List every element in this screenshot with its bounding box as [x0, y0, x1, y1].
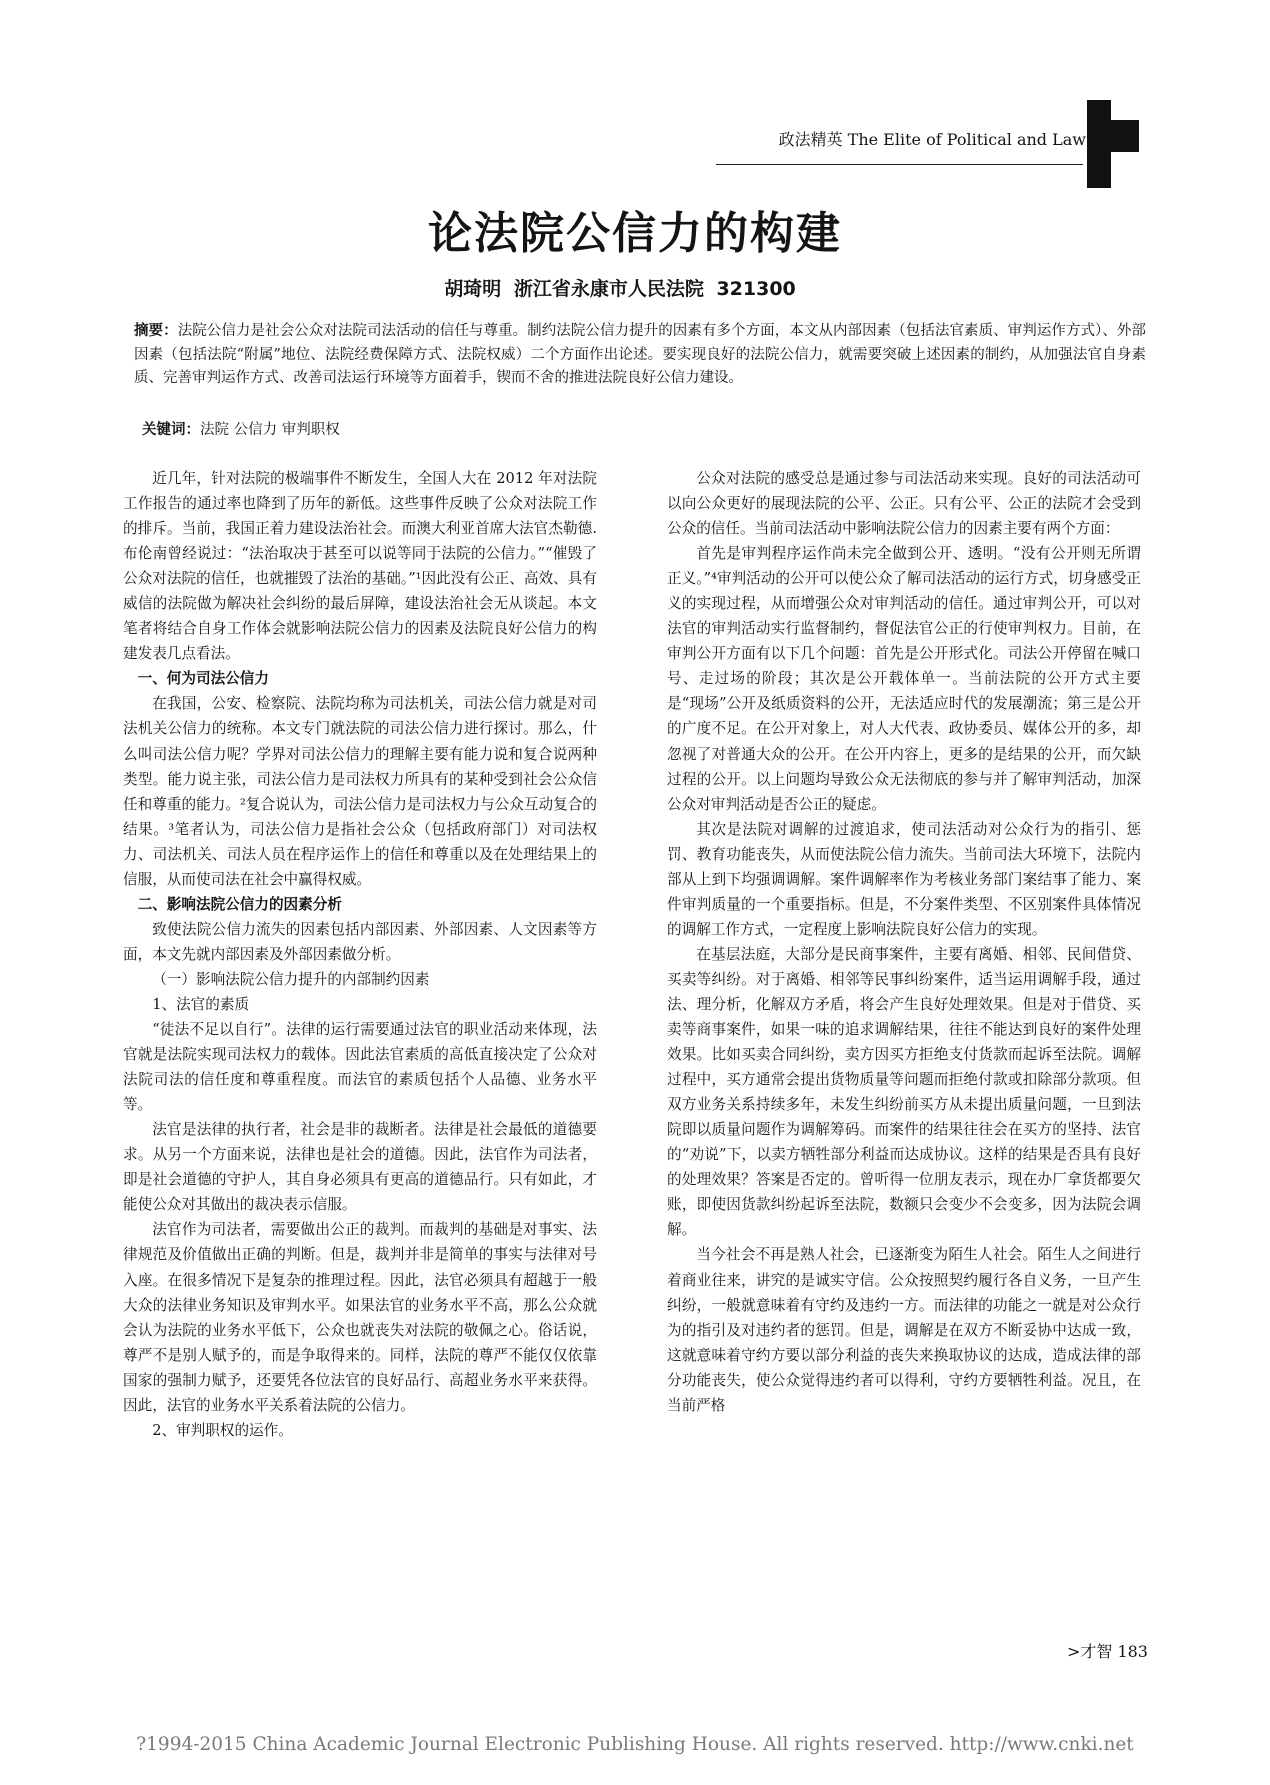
- abstract-label: 摘要：: [134, 323, 178, 339]
- left-column: [123, 466, 597, 1443]
- body-paragraph: 在我国，公安、检察院、法院均称为司法机关，司法公信力就是对司法机关公信力的统称。本文专门就法院的司法公信力进行探讨。那么，什么叫司法公信力呢？学界对司法公信力的理解主要有能力说和复合说两种类型。能力说主张，司法公信力是司法权力所具有的某种受到社会公众信任和尊重的能力。²复合说认为，司法公信力是司法权力与公众互动复合的结果。³笔者认为，司法公信力是指社会公众（包括政府部门）对司法权力、司法机关、司法人员在程序运作上的信任和尊重以及在处理结果上的信服，从而使司法在社会中赢得权威。: [123, 695, 597, 888]
- body-paragraph: 公众对法院的感受总是通过参与司法活动来实现。良好的司法活动可以向公众更好的展现法院的公平、公正。只有公平、公正的法院才会受到公众的信任。当前司法活动中影响法院公信力的因素主要有两个方面：: [667, 470, 1141, 538]
- body-paragraph: 致使法院公信力流失的因素包括内部因素、外部因素、人文因素等方面，本文先就内部因素及外部因素做分析。: [123, 920, 597, 963]
- section-heading: 二、影响法院公信力的因素分析: [137, 895, 342, 913]
- article-title: 论法院公信力的构建: [428, 208, 842, 259]
- body-paragraph: 近几年，针对法院的极端事件不断发生，全国人大在 2012 年对法院工作报告的通过率也降到了历年的新低。这些事件反映了公众对法院工作的排斥。当前，我国正着力建设法治社会。而澳大利亚首席大法官杰勒德.布伦南曾经说过：“法治取决于甚至可以说等同于法院的公信力。”“催毁了公众对法院的信任，也就摧毁了法治的基础。”¹因此没有公正、高效、具有威信的法院做为解决社会纠纷的最后屏障，建设法治社会无从谈起。本文笔者将结合自身工作体会就影响法院公信力的因素及法院良好公信力的构建发表几点看法。: [123, 470, 597, 663]
- body-paragraph: “徒法不足以自行”。法律的运行需要通过法官的职业活动来体现，法官就是法院实现司法权力的载体。因此法官素质的高低直接决定了公众对法院司法的信任度和尊重程度。而法官的素质包括个人品德、业务水平等。: [123, 1021, 597, 1114]
- body-paragraph: 当今社会不再是熟人社会，已逐渐变为陌生人社会。陌生人之间进行着商业往来，讲究的是诚实守信。公众按照契约履行各自义务，一旦产生纠纷，一般就意味着有守约及违约一方。而法律的功能之一就是对公众行为的指引及对违约者的惩罚。但是，调解是在双方不断妥协中达成一致，这就意味着守约方要以部分利益的丧失来换取协议的达成，造成法律的部分功能丧失，使公众觉得违约者可以得利，守约方要牺牲利益。况且，在当前严格: [667, 1246, 1141, 1414]
- section-heading: 一、何为司法公信力: [137, 670, 269, 688]
- keywords: [142, 419, 1042, 443]
- body-paragraph: 首先是审判程序运作尚未完全做到公开、透明。“没有公开则无所谓正义。”⁴审判活动的公开可以使公众了解司法活动的运行方式，切身感受正义的实现过程，从而增强公众对审判活动的信任。通过审判公开，可以对法官的审判活动实行监督制约，督促法官公正的行使审判权力。目前，在审判公开方面有以下几个问题：首先是公开形式化。司法公开停留在喊口号、走过场的阶段；其次是公开载体单一。当前法院的公开方式主要是“现场”公开及纸质资料的公开，无法适应时代的发展潮流；第三是公开的广度不足。在公开对象上，对人大代表、政协委员、媒体公开的多，却忽视了对普通大众的公开。在公开内容上，更多的是结果的公开，而欠缺过程的公开。以上问题均导致公众无法彻底的参与并了解审判活动，加深公众对审判活动是否公正的疑虑。: [667, 545, 1141, 813]
- body-paragraph: 2、审判职权的运作。: [152, 1421, 293, 1439]
- body-paragraph: 法官作为司法者，需要做出公正的裁判。而裁判的基础是对事实、法律规范及价值做出正确的判断。但是，裁判并非是简单的事实与法律对号入座。在很多情况下是复杂的推理过程。因此，法官必须具有超越于一般大众的法律业务知识及审判水平。如果法官的业务水平不高，那么公众就会认为法院的业务水平低下，公众也就丧失对法院的敬佩之心。俗话说，尊严不是别人赋予的，而是争取得来的。同样，法院的尊严不能仅仅依靠国家的强制力赋予，还要凭各位法官的良好品行、高超业务水平来获得。因此，法官的业务水平关系着法院的公信力。: [123, 1221, 597, 1414]
- abstract: [134, 320, 1146, 391]
- page-number: >才智 183: [1066, 1642, 1148, 1661]
- keywords-label: 关键词：: [142, 422, 200, 438]
- header-rule: [716, 164, 1083, 165]
- body-paragraph: 法官是法律的执行者，社会是非的裁断者。法律是社会最低的道德要求。从另一个方面来说，法律也是社会的道德。因此，法官作为司法者，即是社会道德的守护人，其自身必须具有更高的道德品行。只有如此，才能使公众对其做出的裁决表示信服。: [123, 1121, 597, 1214]
- copyright-footer: ?1994-2015 China Academic Journal Electronic Publishing House. All rights reserved. http://www.cnki.net: [136, 1734, 1134, 1755]
- abstract-text: 法院公信力是社会公众对法院司法活动的信任与尊重。制约法院公信力提升的因素有多个方面，本文从内部因素（包括法官素质、审判运作方式）、外部因素（包括法院“附属”地位、法院经费保障方式、法院权威）二个方面作出论述。要实现良好的法院公信力，就需要突破上述因素的制约，从加强法官自身素质、完善审判运作方式、改善司法运行环境等方面着手，锲而不舍的推进法院良好公信力建设。: [134, 323, 1146, 386]
- body-paragraph: （一）影响法院公信力提升的内部制约因素: [152, 970, 430, 988]
- running-header: 政法精英 The Elite of Political and Law: [778, 130, 1086, 149]
- body-paragraph: 1、法官的素质: [152, 995, 250, 1013]
- author-line: 胡琦明 浙江省永康市人民法院 321300: [444, 278, 796, 300]
- body-paragraph: 在基层法庭，大部分是民商事案件，主要有离婚、相邻、民间借贷、买卖等纠纷。对于离婚、相邻等民事纠纷案件，适当运用调解手段，通过法、理分析，化解双方矛盾，将会产生良好处理效果。但是对于借贷、买卖等商事案件，如果一味的追求调解结果，往往不能达到良好的案件处理效果。比如买卖合同纠纷，卖方因买方拒绝支付货款而起诉至法院。调解过程中，买方通常会提出货物质量等问题而拒绝付款或扣除部分款项。但双方业务关系持续多年，未发生纠纷前买方从未提出质量问题，一旦到法院即以质量问题作为调解筹码。而案件的结果往往会在买方的坚持、法官的“劝说”下，以卖方牺牲部分利益而达成协议。这样的结果是否具有良好的处理效果？答案是否定的。曾听得一位朋友表示，现在办厂拿货都要欠账，即使因货款纠纷起诉至法院，数额只会变少不会变多，因为法院会调解。: [667, 945, 1141, 1239]
- body-paragraph: 其次是法院对调解的过渡追求，使司法活动对公众行为的指引、惩罚、教育功能丧失，从而使法院公信力流失。当前司法大环境下，法院内部从上到下均强调调解。案件调解率作为考核业务部门案结事了能力、案件审判质量的一个重要指标。但是，不分案件类型、不区别案件具体情况的调解工作方式，一定程度上影响法院良好公信力的实现。: [667, 820, 1141, 938]
- right-column: [667, 466, 1141, 1418]
- keywords-text: 法院 公信力 审判职权: [200, 422, 340, 438]
- journal-logo-mark: [1087, 100, 1139, 188]
